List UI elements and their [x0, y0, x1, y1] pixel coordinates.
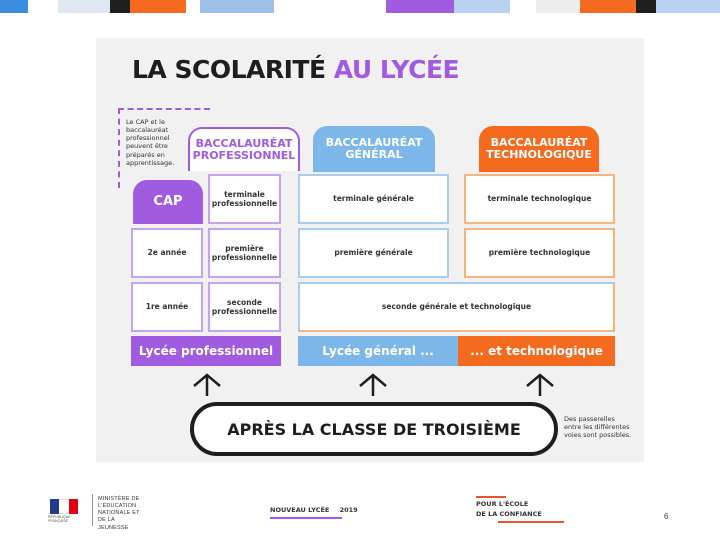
- cap-2e-annee: 2e année: [131, 228, 203, 278]
- page-number: 6: [664, 512, 669, 521]
- top-bar-segment: [536, 0, 580, 13]
- footer-lycee-general: Lycée général ...: [298, 336, 458, 366]
- ecole-confiance-logo: POUR L'ÉCOLE DE LA CONFIANCE: [476, 500, 542, 520]
- passerelles-note: Des passerelles entre les différentes voies sont possibles.: [564, 415, 632, 440]
- top-bar-segment: [200, 0, 274, 13]
- terminale-technologique: terminale technologique: [464, 174, 615, 224]
- apres-troisieme-box: APRÈS LA CLASSE DE TROISIÈME: [190, 402, 558, 456]
- seconde-professionnelle: seconde professionnelle: [208, 282, 281, 332]
- header-bac-professionnel: BACCALAURÉAT PROFESSIONNEL: [188, 127, 300, 171]
- ministry-name: MINISTÈRE DE L'ÉDUCATION NATIONALE ET DE LA JEUNESSE: [98, 496, 140, 531]
- top-bar-segment: [636, 0, 656, 13]
- title-part-1: LA SCOLARITÉ: [132, 55, 326, 84]
- arrow-up-icon: [356, 372, 390, 398]
- republique-label: RÉPUBLIQUE FRANÇAISE: [48, 515, 71, 523]
- premiere-generale: première générale: [298, 228, 449, 278]
- title-part-2: AU LYCÉE: [333, 55, 460, 84]
- header-bac-general: BACCALAURÉAT GÉNÉRAL: [313, 126, 435, 172]
- premiere-technologique: première technologique: [464, 228, 615, 278]
- header-bac-technologique: BACCALAURÉAT TECHNOLOGIQUE: [479, 126, 599, 172]
- cap-1re-annee: 1re année: [131, 282, 203, 332]
- top-bar-segment: [110, 0, 130, 13]
- footer-lycee-professionnel: Lycée professionnel: [131, 336, 281, 366]
- ministry-logo: [44, 494, 152, 531]
- top-bar-segment: [0, 0, 28, 13]
- premiere-professionnelle: première professionnelle: [208, 228, 281, 278]
- top-bar-segment: [454, 0, 510, 13]
- cap-box: CAP: [133, 180, 203, 224]
- top-bar-segment: [580, 0, 636, 13]
- top-bar-segment: [130, 0, 186, 13]
- top-bar-segment: [386, 0, 454, 13]
- seconde-generale-technologique: seconde générale et technologique: [298, 282, 615, 332]
- french-flag-icon: [50, 499, 78, 514]
- top-bar-segment: [656, 0, 720, 13]
- top-bar-segment: [58, 0, 110, 13]
- arrow-up-icon: [523, 372, 557, 398]
- nouveau-lycee-logo: NOUVEAU LYCÉE 2019: [270, 506, 358, 514]
- arrow-up-icon: [190, 372, 224, 398]
- terminale-generale: terminale générale: [298, 174, 449, 224]
- terminale-professionnelle: terminale professionnelle: [208, 174, 281, 224]
- footer-lycee-technologique: ... et technologique: [458, 336, 615, 366]
- apprentissage-note: Le CAP et le baccalauréat professionnel peuvent être préparés en apprentissage.: [126, 118, 175, 167]
- infographic-title: [132, 55, 459, 84]
